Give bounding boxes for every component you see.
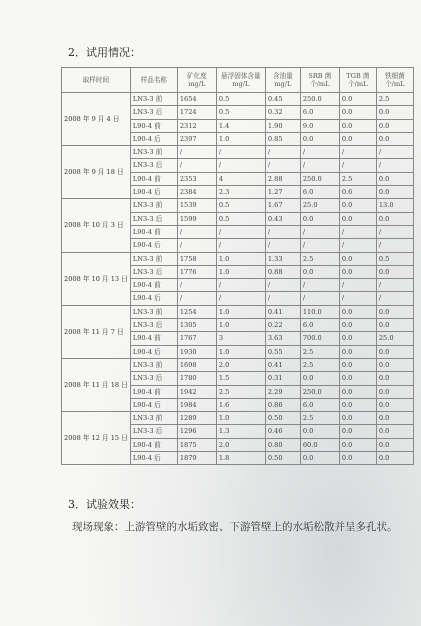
sample-name-cell: LN3-3 前 [130, 252, 177, 265]
value-cell: 0.0 [339, 385, 376, 398]
value-cell: 1539 [177, 199, 216, 212]
value-cell: 0.0 [376, 438, 413, 451]
value-cell: 0.0 [339, 372, 376, 385]
value-cell: / [300, 292, 339, 305]
value-cell: / [300, 279, 339, 292]
value-cell: 0.0 [339, 332, 376, 345]
value-cell: 60.0 [300, 438, 339, 451]
value-cell: 0.45 [265, 93, 300, 106]
value-cell: 1.33 [265, 252, 300, 265]
value-cell: 1.0 [216, 265, 265, 278]
value-cell: 0.0 [339, 252, 376, 265]
sample-name-cell: LN3-3 前 [130, 305, 177, 318]
value-cell: / [300, 146, 339, 159]
value-cell: 1654 [177, 93, 216, 106]
sample-name-cell: L90-4 前 [130, 385, 177, 398]
value-cell: 1780 [177, 372, 216, 385]
sample-name-cell: LN3-3 后 [130, 212, 177, 225]
value-cell: / [339, 159, 376, 172]
value-cell: / [265, 225, 300, 238]
value-cell: / [376, 239, 413, 252]
value-cell: 0.0 [376, 119, 413, 132]
table-row [62, 252, 414, 265]
value-cell: 0.0 [376, 372, 413, 385]
header-sample-name: 样品名称 [130, 68, 177, 93]
value-cell: 4 [216, 172, 265, 185]
value-cell: 2.5 [300, 345, 339, 358]
value-cell: 25.0 [300, 199, 339, 212]
sample-name-cell: LN3-3 前 [130, 358, 177, 371]
sample-name-cell: L90-4 后 [130, 452, 177, 465]
value-cell: 0.0 [339, 452, 376, 465]
value-cell: 0.0 [300, 212, 339, 225]
sampling-date-cell: 2008 年 11 月 7 日 [62, 305, 131, 358]
sample-name-cell: LN3-3 后 [130, 425, 177, 438]
value-cell: 1930 [177, 345, 216, 358]
value-cell: 1254 [177, 305, 216, 318]
value-cell: 0.32 [265, 106, 300, 119]
value-cell: 0.31 [265, 372, 300, 385]
value-cell: 0.85 [265, 132, 300, 145]
value-cell: 2.29 [265, 385, 300, 398]
value-cell: / [265, 239, 300, 252]
value-cell: 250.0 [300, 172, 339, 185]
value-cell: 0.0 [339, 345, 376, 358]
value-cell: 1.0 [216, 412, 265, 425]
sample-name-cell: LN3-3 后 [130, 372, 177, 385]
value-cell: 0.0 [300, 132, 339, 145]
sampling-date-cell: 2008 年 11 月 18 日 [62, 358, 131, 411]
value-cell: 0.0 [339, 93, 376, 106]
value-cell: 1.27 [265, 186, 300, 199]
sampling-date-cell: 2008 年 9 月 18 日 [62, 146, 131, 199]
value-cell: 0.0 [339, 305, 376, 318]
value-cell: 0.0 [339, 119, 376, 132]
value-cell: 0.0 [376, 319, 413, 332]
value-cell: 2397 [177, 132, 216, 145]
value-cell: 2.88 [265, 172, 300, 185]
header-iron-bacteria: 铁细菌 个/mL [376, 68, 413, 93]
value-cell: 250.0 [300, 93, 339, 106]
sample-name-cell: LN3-3 前 [130, 93, 177, 106]
value-cell: / [376, 146, 413, 159]
value-cell: 2.0 [216, 358, 265, 371]
value-cell: / [177, 279, 216, 292]
table-row [62, 93, 414, 106]
value-cell: 1599 [177, 212, 216, 225]
sample-name-cell: L90-4 前 [130, 172, 177, 185]
value-cell: 0.0 [376, 305, 413, 318]
test-results-table [61, 67, 414, 465]
value-cell: 1289 [177, 412, 216, 425]
value-cell: 0.0 [376, 345, 413, 358]
value-cell: / [265, 279, 300, 292]
table-row [62, 412, 414, 425]
sample-name-cell: L90-4 前 [130, 438, 177, 451]
value-cell: 1.0 [216, 345, 265, 358]
value-cell: 2.0 [216, 438, 265, 451]
value-cell: 0.43 [265, 212, 300, 225]
value-cell: 0.50 [265, 412, 300, 425]
value-cell: 0.86 [265, 398, 300, 411]
value-cell: 0.22 [265, 319, 300, 332]
value-cell: / [376, 225, 413, 238]
value-cell: / [177, 159, 216, 172]
value-cell: / [177, 239, 216, 252]
value-cell: / [339, 279, 376, 292]
sample-name-cell: L90-4 后 [130, 186, 177, 199]
sample-name-cell: L90-4 后 [130, 292, 177, 305]
value-cell: 0.6 [339, 186, 376, 199]
value-cell: 0.88 [265, 265, 300, 278]
value-cell: 0.0 [376, 212, 413, 225]
value-cell: 250.0 [300, 385, 339, 398]
value-cell: / [177, 225, 216, 238]
sample-name-cell: L90-4 后 [130, 345, 177, 358]
value-cell: 0.0 [376, 385, 413, 398]
observation-text: 现场现象：上游管壁的水垢致密、下游管壁上的水垢松散并呈多孔状。 [72, 521, 398, 533]
value-cell: 2.3 [216, 186, 265, 199]
value-cell: / [339, 146, 376, 159]
value-cell: 2312 [177, 119, 216, 132]
value-cell: 0.0 [300, 265, 339, 278]
value-cell: / [216, 146, 265, 159]
value-cell: 0.0 [339, 438, 376, 451]
value-cell: 0.0 [339, 132, 376, 145]
section-heading-results: 3．试验效果： [68, 498, 141, 511]
value-cell: 0.0 [339, 319, 376, 332]
sample-name-cell: LN3-3 后 [130, 319, 177, 332]
value-cell: 2353 [177, 172, 216, 185]
value-cell: 0.0 [376, 106, 413, 119]
value-cell: 0.0 [376, 425, 413, 438]
table-row [62, 199, 414, 212]
sample-name-cell: LN3-3 后 [130, 265, 177, 278]
sample-name-cell: L90-4 后 [130, 398, 177, 411]
sampling-date-cell: 2008 年 9 月 4 日 [62, 93, 131, 146]
value-cell: / [376, 292, 413, 305]
value-cell: 0.0 [339, 412, 376, 425]
value-cell: 0.0 [339, 265, 376, 278]
value-cell: 0.5 [216, 93, 265, 106]
header-srb: SRB 菌 个/mL [300, 68, 339, 93]
value-cell: 3.63 [265, 332, 300, 345]
value-cell: 1.3 [216, 425, 265, 438]
value-cell: 6.0 [300, 319, 339, 332]
value-cell: 13.0 [376, 199, 413, 212]
value-cell: 0.0 [300, 425, 339, 438]
value-cell: 0.0 [376, 412, 413, 425]
table-header-row [62, 68, 414, 93]
value-cell: 0.0 [376, 186, 413, 199]
value-cell: 0.41 [265, 358, 300, 371]
value-cell: 0.0 [376, 358, 413, 371]
table-row [62, 305, 414, 318]
value-cell: 1984 [177, 398, 216, 411]
sample-name-cell: L90-4 前 [130, 119, 177, 132]
value-cell: 2.5 [300, 412, 339, 425]
value-cell: 6.0 [300, 398, 339, 411]
sample-name-cell: L90-4 后 [130, 132, 177, 145]
value-cell: / [177, 146, 216, 159]
value-cell: / [216, 225, 265, 238]
value-cell: 9.0 [300, 119, 339, 132]
value-cell: 0.55 [265, 345, 300, 358]
header-mineralization: 矿化度 mg/L [177, 68, 216, 93]
value-cell: 2.5 [300, 358, 339, 371]
value-cell: 0.46 [265, 425, 300, 438]
value-cell: 0.80 [265, 438, 300, 451]
value-cell: / [216, 239, 265, 252]
value-cell: 1.6 [216, 398, 265, 411]
value-cell: 0.0 [300, 452, 339, 465]
table-row [62, 358, 414, 371]
value-cell: 1724 [177, 106, 216, 119]
value-cell: / [216, 279, 265, 292]
value-cell: 0.0 [376, 265, 413, 278]
sample-name-cell: LN3-3 前 [130, 199, 177, 212]
value-cell: 1.90 [265, 119, 300, 132]
value-cell: 2384 [177, 186, 216, 199]
value-cell: 1.0 [216, 319, 265, 332]
sampling-date-cell: 2008 年 12 月 15 日 [62, 412, 131, 465]
value-cell: 1875 [177, 438, 216, 451]
value-cell: 1879 [177, 452, 216, 465]
value-cell: 1.8 [216, 452, 265, 465]
value-cell: 0.5 [216, 199, 265, 212]
sampling-date-cell: 2008 年 10 月 3 日 [62, 199, 131, 252]
value-cell: 1305 [177, 319, 216, 332]
value-cell: 0.0 [339, 358, 376, 371]
header-tgb: TGB 菌 个/mL [339, 68, 376, 93]
value-cell: 1.67 [265, 199, 300, 212]
value-cell: 1776 [177, 265, 216, 278]
value-cell: 1942 [177, 385, 216, 398]
value-cell: 0.5 [216, 212, 265, 225]
value-cell: 2.5 [300, 252, 339, 265]
sampling-date-cell: 2008 年 10 月 13 日 [62, 252, 131, 305]
header-oil-content: 含油量 mg/L [265, 68, 300, 93]
value-cell: 0.0 [376, 172, 413, 185]
sample-name-cell: L90-4 前 [130, 332, 177, 345]
value-cell: 2.5 [216, 385, 265, 398]
value-cell: 1296 [177, 425, 216, 438]
sample-name-cell: L90-4 后 [130, 239, 177, 252]
sample-name-cell: LN3-3 后 [130, 159, 177, 172]
table-row [62, 146, 414, 159]
value-cell: / [265, 159, 300, 172]
value-cell: 1767 [177, 332, 216, 345]
header-sampling-time: 取样时间 [62, 68, 131, 93]
sample-name-cell: LN3-3 后 [130, 106, 177, 119]
value-cell: 1.0 [216, 132, 265, 145]
value-cell: 0.0 [339, 106, 376, 119]
value-cell: 25.0 [376, 332, 413, 345]
value-cell: / [339, 225, 376, 238]
value-cell: 6.0 [300, 106, 339, 119]
sample-name-cell: L90-4 前 [130, 225, 177, 238]
value-cell: / [339, 239, 376, 252]
value-cell: 0.0 [339, 199, 376, 212]
table-body [62, 93, 414, 465]
value-cell: / [177, 292, 216, 305]
sample-name-cell: LN3-3 前 [130, 146, 177, 159]
value-cell: 0.41 [265, 305, 300, 318]
value-cell: / [376, 159, 413, 172]
value-cell: 2.5 [376, 93, 413, 106]
value-cell: 0.0 [339, 212, 376, 225]
value-cell: / [216, 292, 265, 305]
value-cell: 1.0 [216, 252, 265, 265]
header-suspended-solids: 悬浮固体含量 mg/L [216, 68, 265, 93]
value-cell: / [265, 292, 300, 305]
value-cell: 1758 [177, 252, 216, 265]
value-cell: / [216, 159, 265, 172]
value-cell: 0.5 [216, 106, 265, 119]
value-cell: 3 [216, 332, 265, 345]
value-cell: 6.0 [300, 186, 339, 199]
value-cell: 0.0 [339, 425, 376, 438]
value-cell: 0.50 [265, 452, 300, 465]
value-cell: 1698 [177, 358, 216, 371]
value-cell: 1.5 [216, 372, 265, 385]
value-cell: 110.0 [300, 305, 339, 318]
value-cell: 0.0 [339, 398, 376, 411]
value-cell: 0.5 [376, 252, 413, 265]
value-cell: / [300, 225, 339, 238]
sample-name-cell: L90-4 前 [130, 279, 177, 292]
value-cell: 0.0 [300, 372, 339, 385]
value-cell: / [339, 292, 376, 305]
value-cell: 0.0 [376, 452, 413, 465]
value-cell: 1.4 [216, 119, 265, 132]
value-cell: 1.0 [216, 305, 265, 318]
value-cell: 700.0 [300, 332, 339, 345]
sample-name-cell: LN3-3 前 [130, 412, 177, 425]
value-cell: 0.0 [376, 398, 413, 411]
value-cell: / [265, 146, 300, 159]
value-cell: 2.5 [339, 172, 376, 185]
value-cell: / [376, 279, 413, 292]
value-cell: / [300, 239, 339, 252]
value-cell: 0.0 [376, 132, 413, 145]
section-heading-usage: 2．试用情况： [68, 46, 141, 59]
value-cell: / [300, 159, 339, 172]
